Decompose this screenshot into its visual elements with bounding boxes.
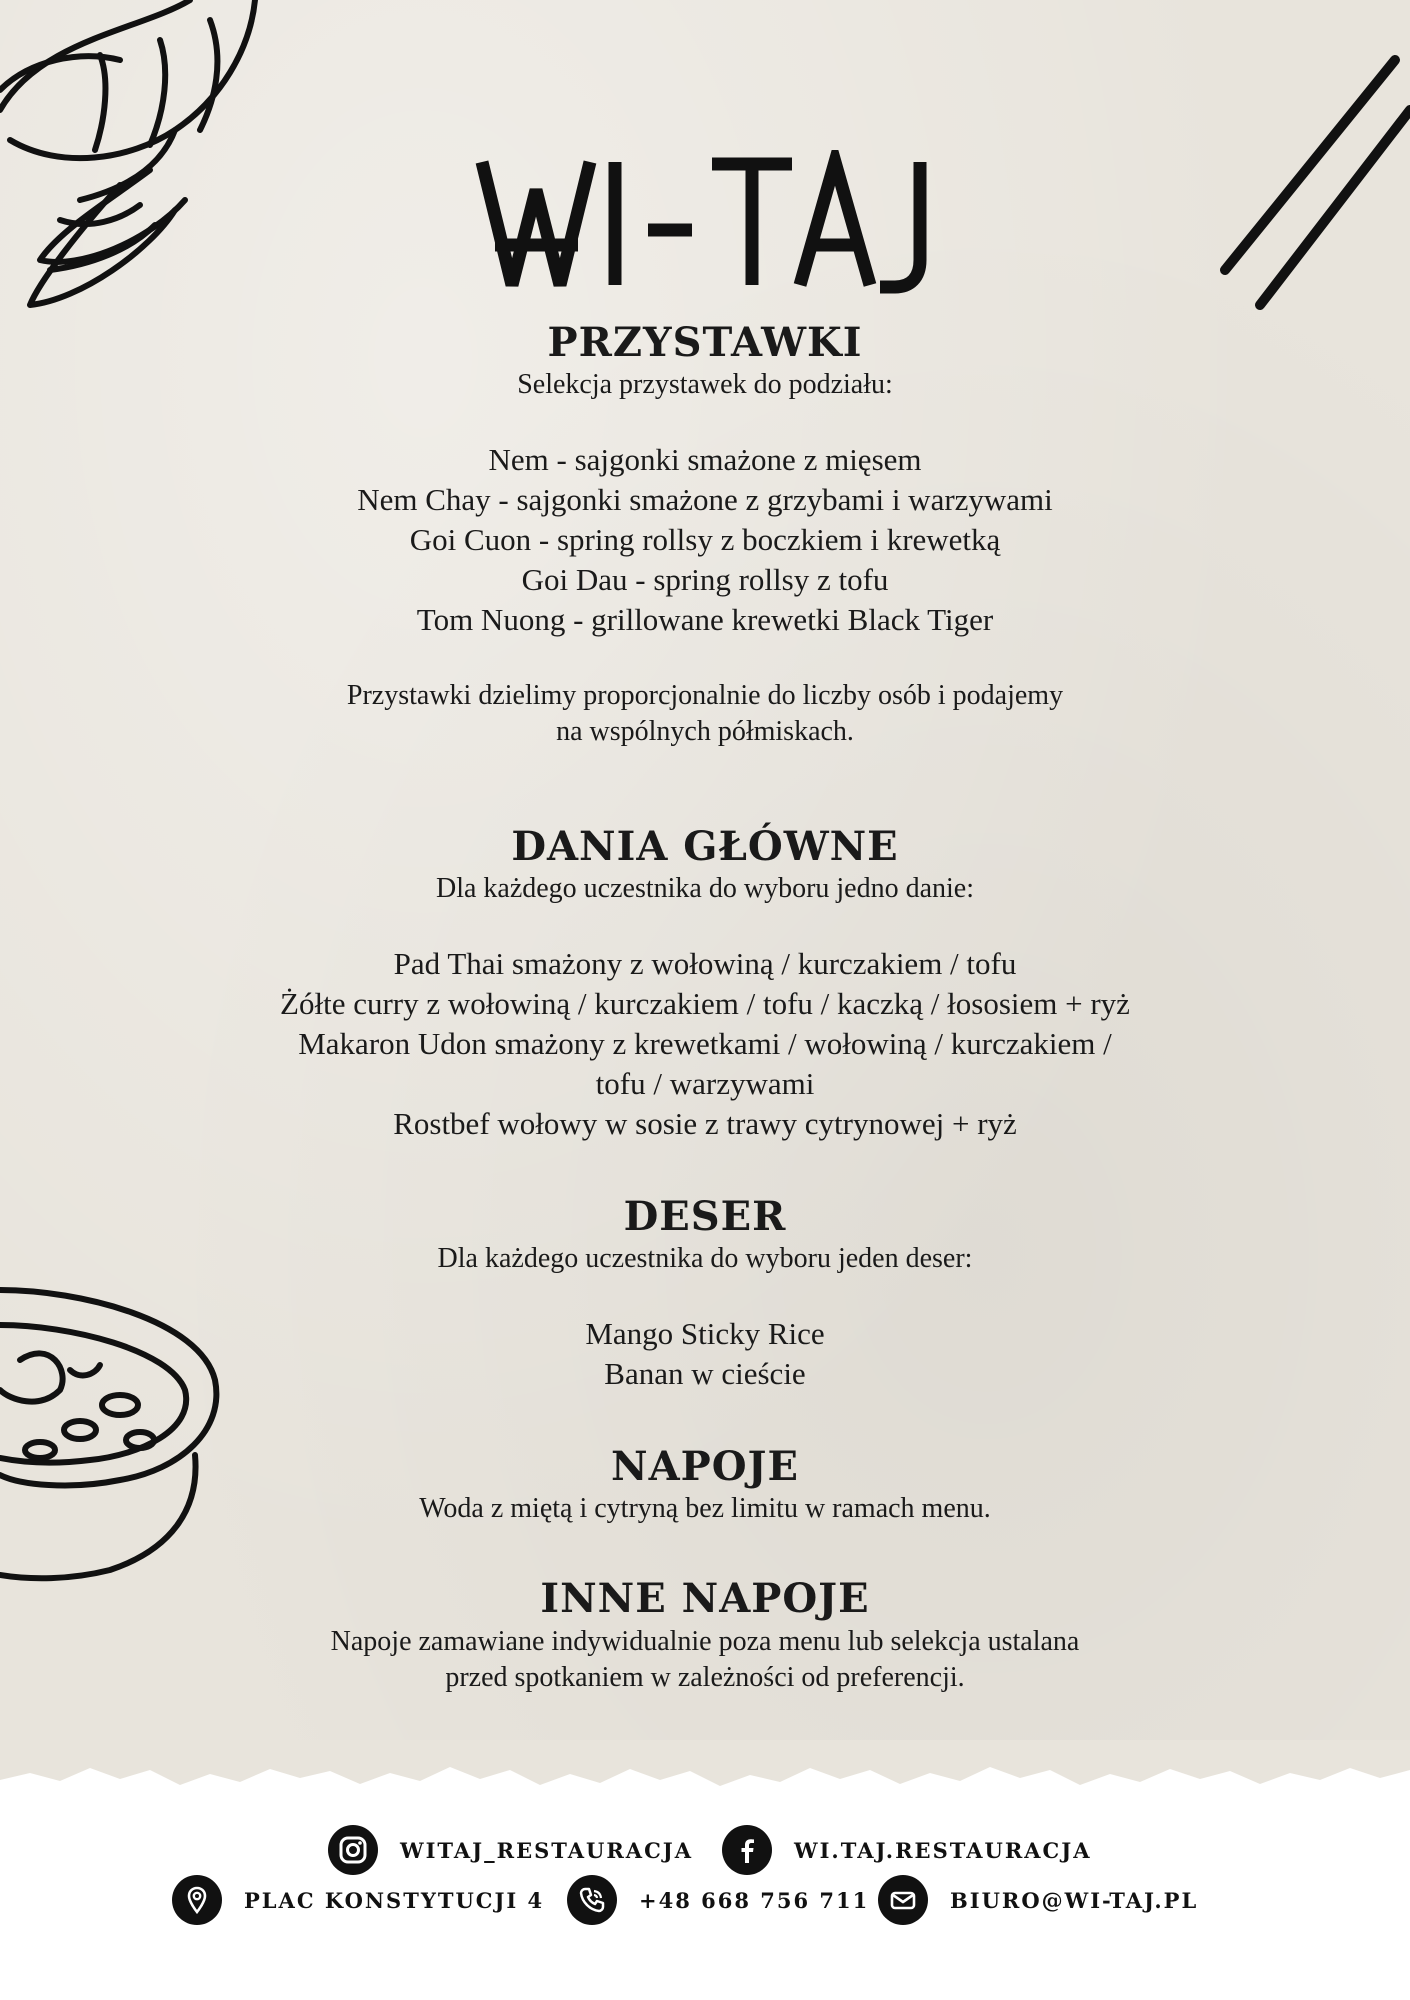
list-item: Nem Chay - sajgonki smażone z grzybami i warzywami [357, 482, 1053, 517]
mail-icon [878, 1875, 928, 1925]
list-item: Nem - sajgonki smażone z mięsem [488, 442, 922, 477]
section-title: NAPOJE [611, 1443, 799, 1490]
facebook-icon [722, 1825, 772, 1875]
footer-email[interactable] [878, 1875, 1198, 1925]
list-item: Mango Sticky Rice [585, 1316, 825, 1351]
menu-content [0, 318, 1410, 1696]
list-item: Żółte curry z wołowiną / kurczakiem / tofu / kaczką / łososiem + ryż [280, 986, 1130, 1021]
torn-paper-edge [0, 1740, 1410, 1810]
section-title: PRZYSTAWKI [547, 319, 863, 366]
footer-phone[interactable] [567, 1875, 869, 1925]
list-item: Banan w cieście [604, 1356, 806, 1391]
section-dania-glowne [0, 822, 1410, 1144]
list-item: Makaron Udon smażony z krewetkami / wołowiną / kurczakiem / [298, 1026, 1112, 1061]
section-title: INNE NAPOJE [540, 1575, 870, 1622]
item-list [0, 944, 1410, 1144]
section-note [0, 1624, 1410, 1696]
footer-instagram[interactable] [328, 1825, 693, 1875]
section-title: DESER [623, 1193, 787, 1240]
phone-number: +48 668 756 711 [639, 1887, 870, 1913]
section-napoje [0, 1442, 1410, 1526]
list-item: Pad Thai smażony z wołowiną / kurczakiem / tofu [393, 946, 1017, 981]
list-item: Goi Dau - spring rollsy z tofu [521, 562, 889, 597]
list-item: tofu / warzywami [595, 1066, 815, 1101]
footer-address [172, 1875, 544, 1925]
note-line: przed spotkaniem w zależności od preferencji. [445, 1662, 965, 1693]
section-deser [0, 1192, 1410, 1394]
list-item: Tom Nuong - grillowane krewetki Black Tiger [416, 602, 994, 637]
location-pin-icon [172, 1875, 222, 1925]
section-title: DANIA GŁÓWNE [511, 823, 899, 870]
wi-taj-logo [470, 150, 940, 300]
phone-icon [567, 1875, 617, 1925]
list-item: Rostbef wołowy w sosie z trawy cytrynowej + ryż [393, 1106, 1017, 1141]
instagram-icon [328, 1825, 378, 1875]
shrimp-illustration [0, 0, 270, 320]
instagram-handle: WITAJ_RESTAURACJA [400, 1837, 694, 1863]
section-inne-napoje [0, 1574, 1410, 1696]
email-address: BIURO@WI-TAJ.PL [950, 1887, 1199, 1913]
address-text: PLAC KONSTYTUCJI 4 [244, 1887, 545, 1913]
item-list [0, 1314, 1410, 1394]
facebook-handle: WI.TAJ.RESTAURACJA [794, 1837, 1092, 1863]
section-subtitle: Dla każdego uczestnika do wyboru jedno danie: [435, 873, 975, 904]
item-list [0, 440, 1410, 640]
section-subtitle: Dla każdego uczestnika do wyboru jeden deser: [437, 1243, 973, 1274]
section-note [0, 678, 1410, 750]
section-subtitle: Woda z miętą i cytryną bez limitu w ramach menu. [419, 1493, 991, 1524]
note-line: na wspólnych półmiskach. [556, 716, 854, 747]
section-przystawki [0, 318, 1410, 750]
chopsticks-illustration [1210, 40, 1410, 320]
list-item: Goi Cuon - spring rollsy z boczkiem i krewetką [409, 522, 1001, 557]
section-subtitle: Selekcja przystawek do podziału: [517, 369, 893, 400]
note-line: Napoje zamawiane indywidualnie poza menu lub selekcja ustalana [330, 1626, 1080, 1657]
note-line: Przystawki dzielimy proporcjonalnie do liczby osób i podajemy [346, 680, 1064, 711]
footer-facebook[interactable] [722, 1825, 1092, 1875]
